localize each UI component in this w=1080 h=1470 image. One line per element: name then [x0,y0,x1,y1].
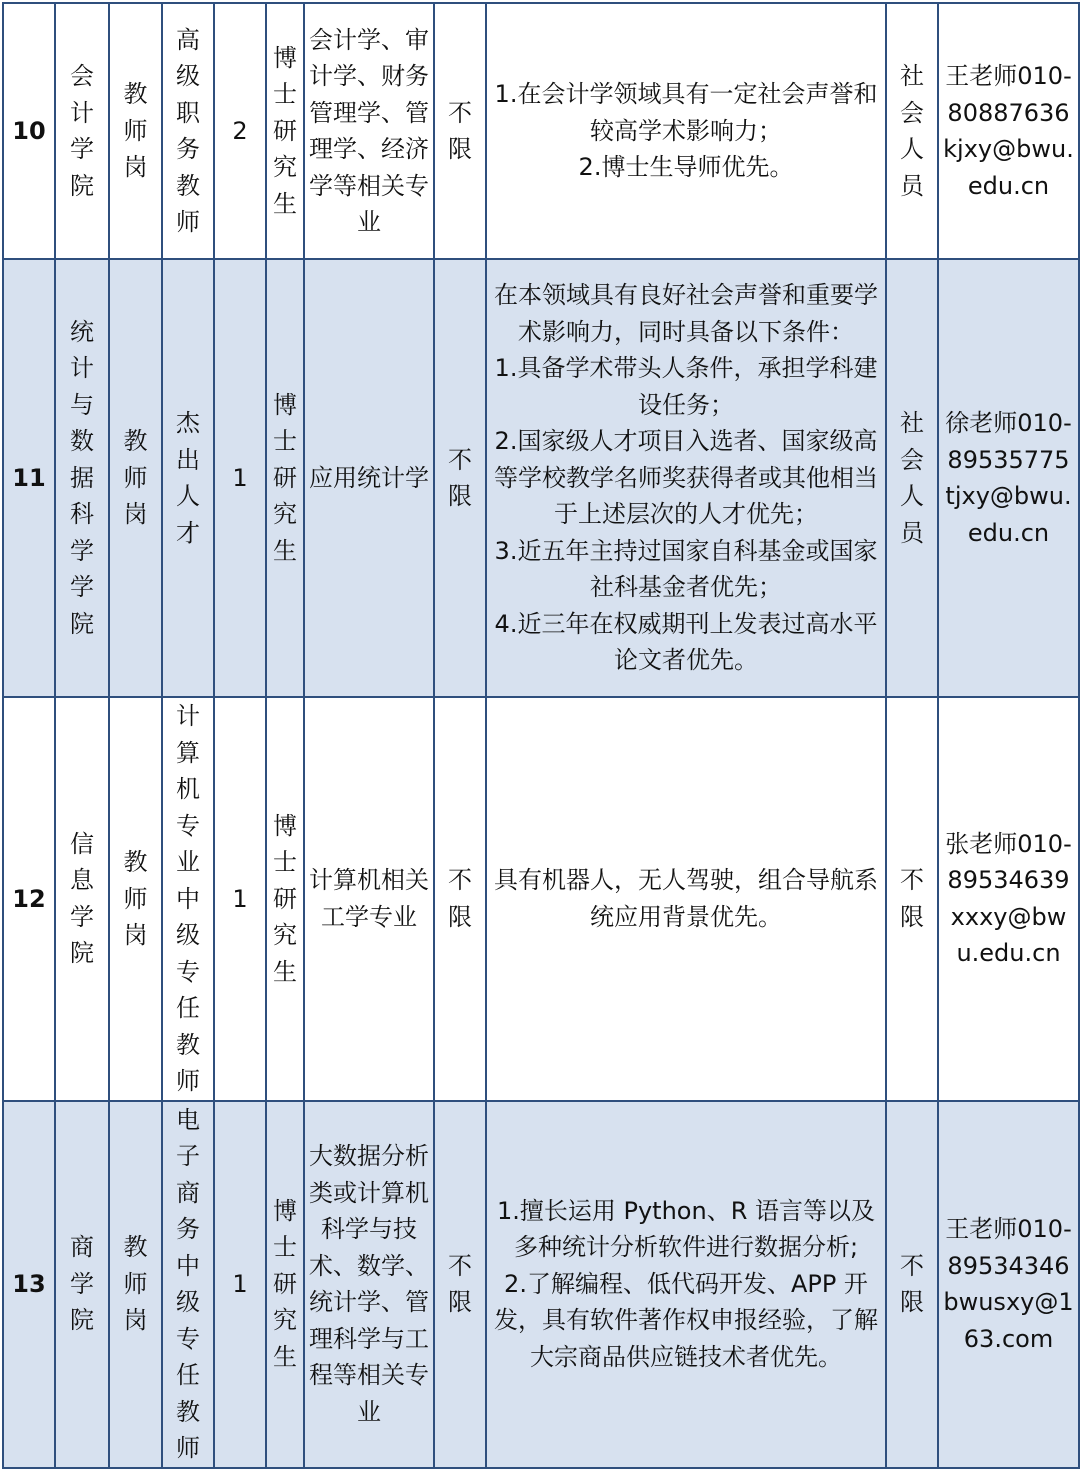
major: 大数据分析类或计算机科学与技术、数学、统计学、管理科学与工程等相关专业 [304,1101,434,1468]
requirements [486,1101,886,1468]
headcount: 1 [214,697,266,1101]
age-limit: 不限 [434,1101,486,1468]
age-limit: 不限 [434,3,486,259]
post-type: 教师岗 [109,697,162,1101]
requirements [486,259,886,697]
contact: 徐老师010-89535775tjxy@bwu.edu.cn [938,259,1079,697]
requirement-line: 1.擅长运用 Python、R 语言等以及多种统计分析软件进行数据分析; [496,1196,876,1262]
major: 计算机相关工学专业 [304,697,434,1101]
post-level: 计算机专业中级专任教师 [162,697,214,1101]
department: 商学院 [55,1101,109,1468]
post-type: 教师岗 [109,1101,162,1468]
requirement-line: 具有机器人，无人驾驶，组合导航系统应用背景优先。 [494,866,878,931]
requirement-line: 在本领域具有良好社会声誉和重要学术影响力，同时具备以下条件： [494,281,878,346]
table-row [3,3,1079,259]
major: 会计学、审计学、财务管理学、管理学、经济学等相关专业 [304,3,434,259]
contact: 王老师010-80887636kjxy@bwu.edu.cn [938,3,1079,259]
degree: 博士研究生 [266,259,304,697]
post-type: 教师岗 [109,259,162,697]
major: 应用统计学 [304,259,434,697]
requirement-line: 3.近五年主持过国家自科基金或国家社科基金者优先； [494,536,878,602]
post-level: 杰出人才 [162,259,214,697]
department: 统计与数据科学学院 [55,259,109,697]
age-limit: 不限 [434,259,486,697]
target-group: 不限 [886,697,938,1101]
department: 会计学院 [55,3,109,259]
requirement-line: 2.国家级人才项目入选者、国家级高等学校教学名师奖获得者或其他相当于上述层次的人才优先； [494,427,878,529]
contact: 张老师010-89534639xxxy@bwu.edu.cn [938,697,1079,1101]
target-group: 社会人员 [886,259,938,697]
contact: 王老师010-89534346bwusxy@163.com [938,1101,1079,1468]
requirement-line: 2.博士生导师优先。 [578,153,794,182]
requirements [486,3,886,259]
row-number: 11 [3,259,55,697]
requirements [486,697,886,1101]
requirement-line: 1.在会计学领域具有一定社会声誉和较高学术影响力； [494,80,878,145]
post-level: 高级职务教师 [162,3,214,259]
requirement-line: 1.具备学术带头人条件，承担学科建设任务； [494,354,878,419]
row-number: 12 [3,697,55,1101]
degree: 博士研究生 [266,1101,304,1468]
headcount: 1 [214,259,266,697]
post-level: 电子商务中级专任教师 [162,1101,214,1468]
row-number: 10 [3,3,55,259]
degree: 博士研究生 [266,697,304,1101]
degree: 博士研究生 [266,3,304,259]
requirement-line: 4.近三年在权威期刊上发表过高水平论文者优先。 [494,609,878,675]
table-row [3,697,1079,1101]
recruitment-table [2,2,1080,1469]
headcount: 1 [214,1101,266,1468]
headcount: 2 [214,3,266,259]
post-type: 教师岗 [109,3,162,259]
target-group: 社会人员 [886,3,938,259]
age-limit: 不限 [434,697,486,1101]
row-number: 13 [3,1101,55,1468]
target-group: 不限 [886,1101,938,1468]
requirement-line: 2.了解编程、低代码开发、APP 开发，具有软件著作权申报经验，了解大宗商品供应链技术者优先。 [494,1269,878,1371]
table-row [3,259,1079,697]
department: 信息学院 [55,697,109,1101]
table-row [3,1101,1079,1468]
